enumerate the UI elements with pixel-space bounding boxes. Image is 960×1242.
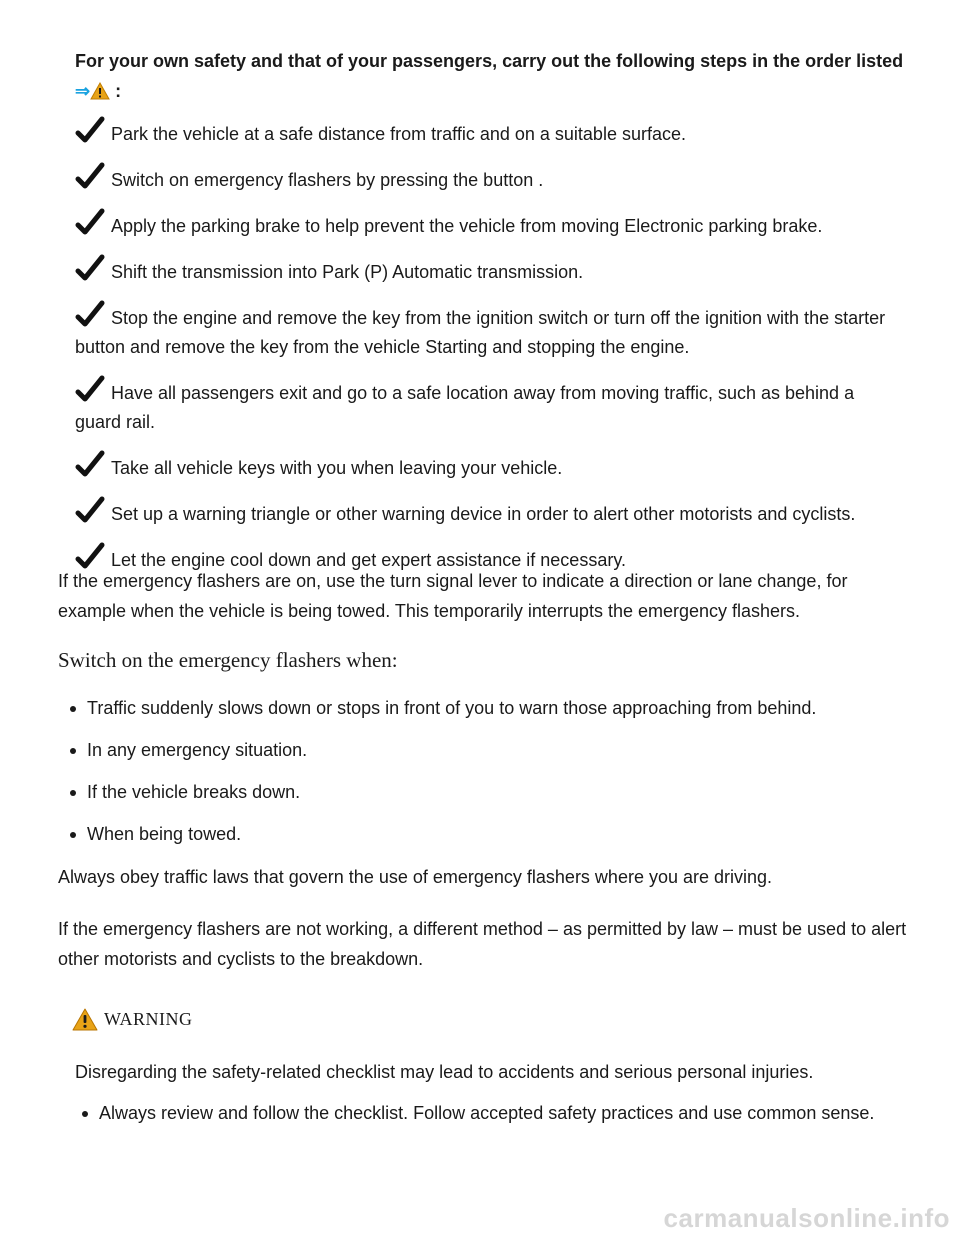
checklist-text: Take all vehicle keys with you when leaving your vehicle. (111, 458, 563, 478)
checklist-text: Set up a warning triangle or other warning device in order to alert other motorists and cyclists. (111, 504, 856, 524)
intro-text: For your own safety and that of your passengers, carry out the following steps in the order listed (75, 51, 904, 71)
warning-triangle-icon[interactable] (90, 82, 110, 100)
warning-header (72, 1008, 193, 1031)
checklist-text: Shift the transmission into Park (P) Automatic transmission. (111, 262, 584, 282)
checkmark-icon (75, 116, 105, 144)
intro-colon: : (115, 81, 122, 101)
obey-laws-paragraph: Always obey traffic laws that govern the use of emergency flashers where you are driving. (58, 867, 773, 887)
conditions-list (87, 693, 907, 861)
warning-list (99, 1098, 889, 1128)
checklist-text: Switch on emergency flashers by pressing the button . (111, 170, 544, 190)
checklist-item (75, 300, 905, 362)
checkmark-icon (75, 450, 105, 478)
checklist-text: Stop the engine and remove the key from the ignition switch or turn off the ignition with the starter button and remove the key from the vehicle Starting and stopping the engine. (75, 308, 886, 357)
checklist-item (75, 450, 905, 483)
list-item: Traffic suddenly slows down or stops in front of you to warn those approaching from behind. (87, 693, 907, 723)
checkmark-icon (75, 375, 105, 403)
checklist-item (75, 496, 905, 529)
checkmark-icon (75, 254, 105, 282)
list-item: When being towed. (87, 819, 907, 849)
list-item: In any emergency situation. (87, 735, 907, 765)
checklist-item (75, 208, 905, 241)
checklist-item (75, 162, 905, 195)
checkmark-icon (75, 300, 105, 328)
list-item: Always review and follow the checklist. Follow accepted safety practices and use common sense. (99, 1098, 889, 1128)
safety-checklist (75, 116, 905, 588)
intro-instruction (75, 46, 905, 106)
checkmark-icon (75, 208, 105, 236)
arrow-right-icon[interactable]: ⇒ (75, 81, 91, 101)
checkmark-icon (75, 496, 105, 524)
warning-title: WARNING (104, 1009, 193, 1029)
checklist-text: Apply the parking brake to help prevent the vehicle from moving Electronic parking brake. (111, 216, 823, 236)
checklist-item (75, 116, 905, 149)
watermark: carmanualsonline.info (663, 1203, 950, 1233)
checkmark-icon (75, 162, 105, 190)
section-heading: Switch on the emergency flashers when: (58, 648, 398, 672)
checklist-item (75, 375, 905, 437)
checklist-text: Park the vehicle at a safe distance from traffic and on a suitable surface. (111, 124, 686, 144)
warning-text: Disregarding the safety-related checklist may lead to accidents and serious personal injuries. (75, 1062, 814, 1082)
checklist-text: Let the engine cool down and get expert assistance if necessary. (111, 550, 626, 570)
turn-signal-paragraph: If the emergency flashers are on, use the turn signal lever to indicate a direction or lane change, for example when the vehicle is being towed. This temporarily interrupts the emergency flashers. (58, 571, 848, 621)
list-item: If the vehicle breaks down. (87, 777, 907, 807)
checklist-text: Have all passengers exit and go to a safe location away from moving traffic, such as behind a guard rail. (75, 383, 855, 432)
checklist-item (75, 254, 905, 287)
not-working-paragraph: If the emergency flashers are not working, a different method – as permitted by law – must be used to alert other motorists and cyclists to the breakdown. (58, 919, 907, 969)
warning-triangle-icon (72, 1008, 98, 1031)
